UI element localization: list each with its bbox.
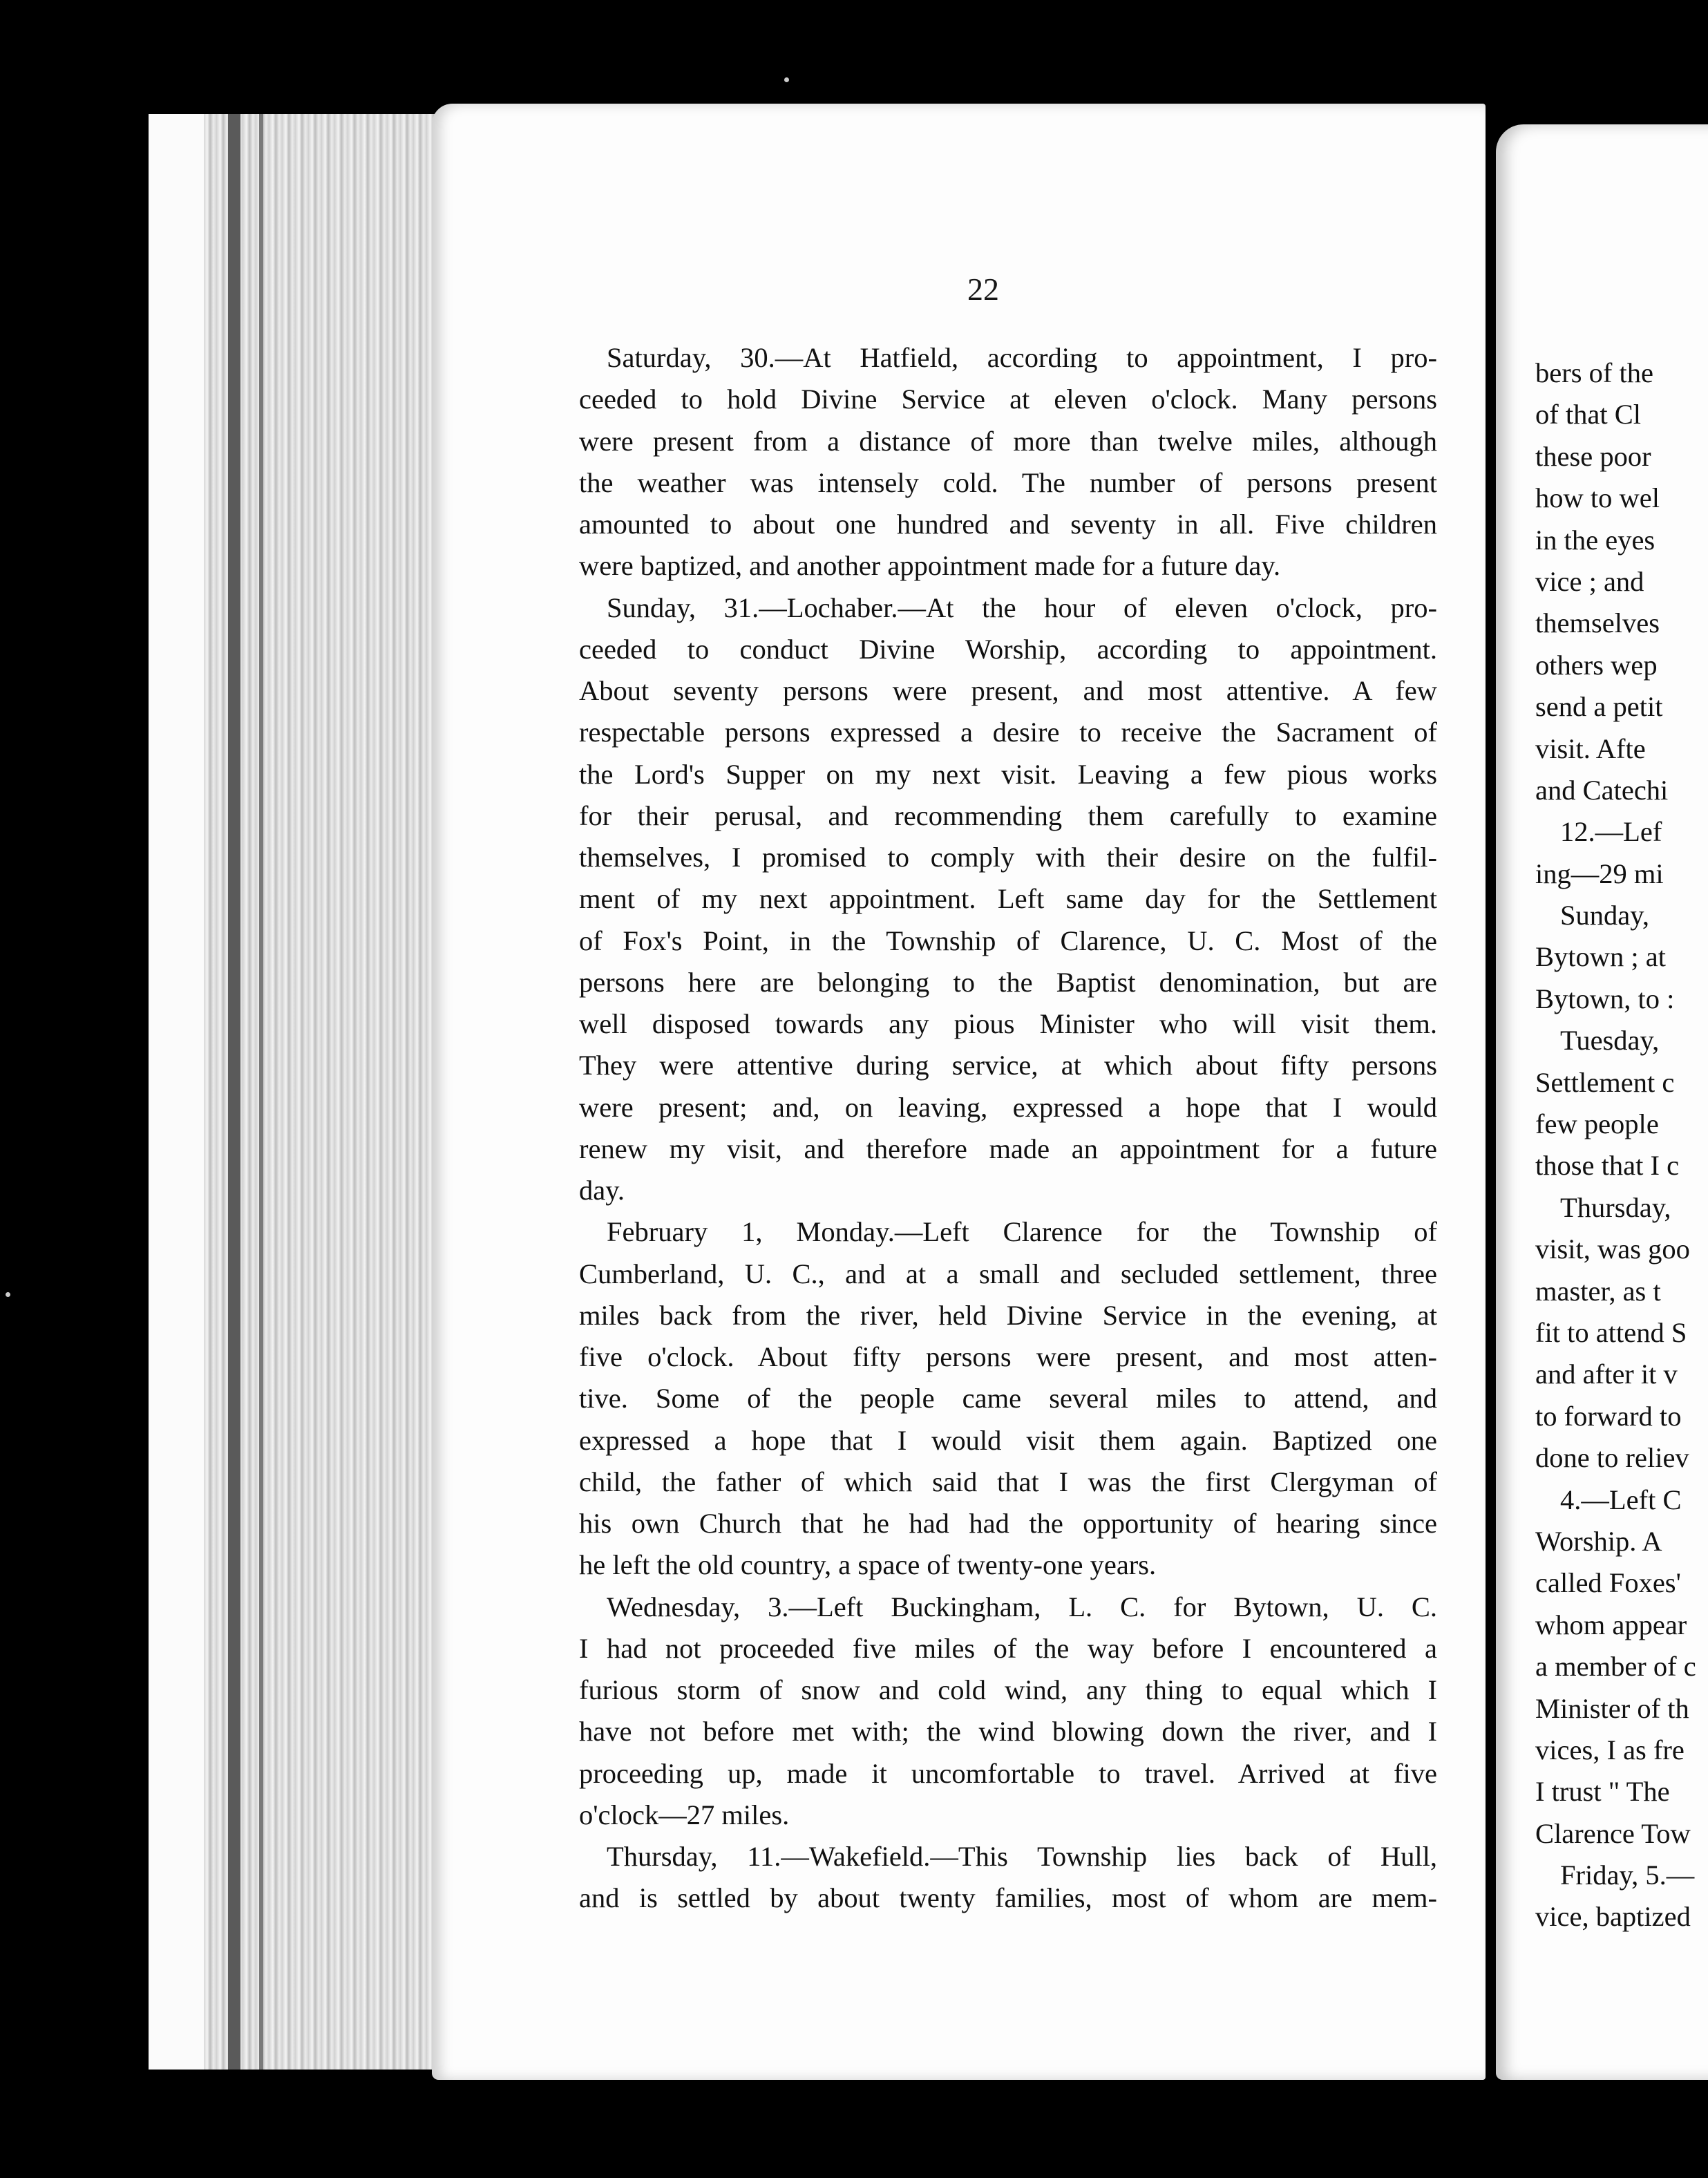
text-line: persons here are belonging to the Baptist denomination, but are bbox=[579, 966, 1437, 998]
text-line: child, the father of which said that I was the first Clergyman of bbox=[579, 1466, 1437, 1497]
text-line: ceeded to hold Divine Service at eleven o'clock. Many persons bbox=[579, 383, 1437, 415]
text-line: ing—29 mi bbox=[1535, 858, 1664, 889]
text-line: in the eyes bbox=[1535, 524, 1655, 556]
page-body-text bbox=[579, 337, 1437, 1920]
text-line: ceeded to conduct Divine Worship, according to appointment. bbox=[579, 633, 1437, 665]
text-line: Cumberland, U. C., and at a small and secluded settlement, three bbox=[579, 1258, 1437, 1289]
scan-speck bbox=[784, 77, 789, 82]
page-edge-shadow bbox=[228, 114, 240, 2070]
text-line: tive. Some of the people came several miles to attend, and bbox=[579, 1383, 1437, 1414]
text-line: Saturday, 30.—At Hatfield, according to appointment, I pro- bbox=[607, 342, 1437, 373]
text-line: Settlement c bbox=[1535, 1066, 1675, 1098]
text-line: Bytown ; at bbox=[1535, 941, 1666, 973]
text-line: have not before met with; the wind blowing down the river, and I bbox=[579, 1716, 1437, 1748]
text-line: the weather was intensely cold. The number of persons present bbox=[579, 466, 1437, 498]
text-line: were baptized, and another appointment made for a future day. bbox=[579, 550, 1281, 582]
text-line: those that I c bbox=[1535, 1150, 1680, 1182]
text-line: the Lord's Supper on my next visit. Leaving a few pious works bbox=[579, 758, 1437, 790]
text-line: themselves bbox=[1535, 607, 1660, 639]
text-line: his own Church that he had had the opportunity of hearing since bbox=[579, 1508, 1437, 1539]
text-line: and is settled by about twenty families, most of whom are mem- bbox=[579, 1882, 1437, 1914]
page-edge-white bbox=[149, 114, 204, 2070]
text-line: to forward to bbox=[1535, 1400, 1682, 1432]
text-line: few people bbox=[1535, 1108, 1659, 1140]
text-line: and after it v bbox=[1535, 1358, 1678, 1390]
text-line: others wep bbox=[1535, 649, 1658, 681]
text-line: of that Cl bbox=[1535, 399, 1641, 430]
text-line: Clarence Tow bbox=[1535, 1817, 1691, 1849]
text-line: proceeding up, made it uncomfortable to travel. Arrived at five bbox=[579, 1757, 1437, 1789]
text-line: I trust " The bbox=[1535, 1776, 1670, 1808]
text-line: Bytown, to : bbox=[1535, 983, 1675, 1014]
text-line: well disposed towards any pious Minister who will visit them. bbox=[579, 1008, 1437, 1039]
text-line: Worship. A bbox=[1535, 1525, 1662, 1557]
text-line: bers of the bbox=[1535, 357, 1653, 388]
text-line: They were attentive during service, at which about fifty persons bbox=[579, 1050, 1437, 1081]
text-line: whom appear bbox=[1535, 1609, 1687, 1640]
text-line: Wednesday, 3.—Left Buckingham, L. C. for Bytown, U. C. bbox=[607, 1591, 1437, 1622]
text-line: send a petit bbox=[1535, 691, 1663, 723]
text-line: miles back from the river, held Divine Service in the evening, at bbox=[579, 1299, 1437, 1331]
text-line: of Fox's Point, in the Township of Clarence, U. C. Most of the bbox=[579, 925, 1437, 956]
text-line: Tuesday, bbox=[1560, 1025, 1660, 1057]
text-line: Thursday, 11.—Wakefield.—This Township lies back of Hull, bbox=[607, 1841, 1437, 1872]
text-line: About seventy persons were present, and most attentive. A few bbox=[579, 675, 1437, 706]
text-line: Minister of th bbox=[1535, 1692, 1689, 1724]
text-line: these poor bbox=[1535, 440, 1651, 472]
page-number: 22 bbox=[967, 272, 999, 307]
text-line: how to wel bbox=[1535, 482, 1660, 514]
text-line: 12.—Lef bbox=[1560, 816, 1662, 848]
text-line: ment of my next appointment. Left same day for the Settlement bbox=[579, 883, 1437, 915]
page-edge-shadow bbox=[259, 114, 263, 2070]
text-line: were present from a distance of more than twelve miles, although bbox=[579, 425, 1437, 457]
text-line: furious storm of snow and cold wind, any thing to equal which I bbox=[579, 1674, 1437, 1705]
text-line: called Foxes' bbox=[1535, 1567, 1681, 1599]
text-line: he left the old country, a space of twenty-one years. bbox=[579, 1549, 1157, 1581]
text-line: were present; and, on leaving, expressed a hope that I would bbox=[579, 1091, 1437, 1123]
next-page-partial-text bbox=[1535, 352, 1708, 1938]
text-line: February 1, Monday.—Left Clarence for the Township of bbox=[607, 1216, 1437, 1248]
text-line: Sunday, bbox=[1560, 900, 1649, 931]
text-line: I had not proceeded five miles of the way before I encountered a bbox=[579, 1632, 1437, 1664]
text-line: vices, I as fre bbox=[1535, 1734, 1685, 1765]
text-line: respectable persons expressed a desire to receive the Sacrament of bbox=[579, 717, 1437, 748]
text-line: amounted to about one hundred and seventy in all. Five children bbox=[579, 509, 1437, 540]
text-line: themselves, I promised to comply with their desire on the fulfil- bbox=[579, 842, 1437, 873]
scan-speck bbox=[6, 1292, 10, 1297]
text-line: a member of c bbox=[1535, 1651, 1696, 1683]
text-line: day. bbox=[579, 1175, 625, 1206]
text-line: done to reliev bbox=[1535, 1442, 1689, 1474]
text-line: 4.—Left C bbox=[1560, 1484, 1682, 1515]
text-line: visit. Afte bbox=[1535, 732, 1646, 764]
text-line: Friday, 5.— bbox=[1560, 1859, 1695, 1891]
text-line: for their perusal, and recommending them carefully to examine bbox=[579, 799, 1437, 831]
text-line: fit to attend S bbox=[1535, 1316, 1687, 1348]
text-line: visit, was goo bbox=[1535, 1233, 1690, 1265]
text-line: renew my visit, and therefore made an appointment for a future bbox=[579, 1133, 1437, 1164]
text-line: vice ; and bbox=[1535, 565, 1644, 597]
text-line: Thursday, bbox=[1560, 1191, 1671, 1223]
text-line: master, as t bbox=[1535, 1275, 1661, 1307]
text-line: Sunday, 31.—Lochaber.—At the hour of eleven o'clock, pro- bbox=[607, 591, 1437, 623]
text-line: and Catechi bbox=[1535, 774, 1669, 806]
text-line: vice, baptized bbox=[1535, 1901, 1691, 1933]
text-line: expressed a hope that I would visit them again. Baptized one bbox=[579, 1424, 1437, 1456]
text-line: o'clock—27 miles. bbox=[579, 1799, 790, 1830]
page-block-edges bbox=[149, 114, 439, 2070]
text-line: five o'clock. About fifty persons were present, and most atten- bbox=[579, 1341, 1437, 1372]
